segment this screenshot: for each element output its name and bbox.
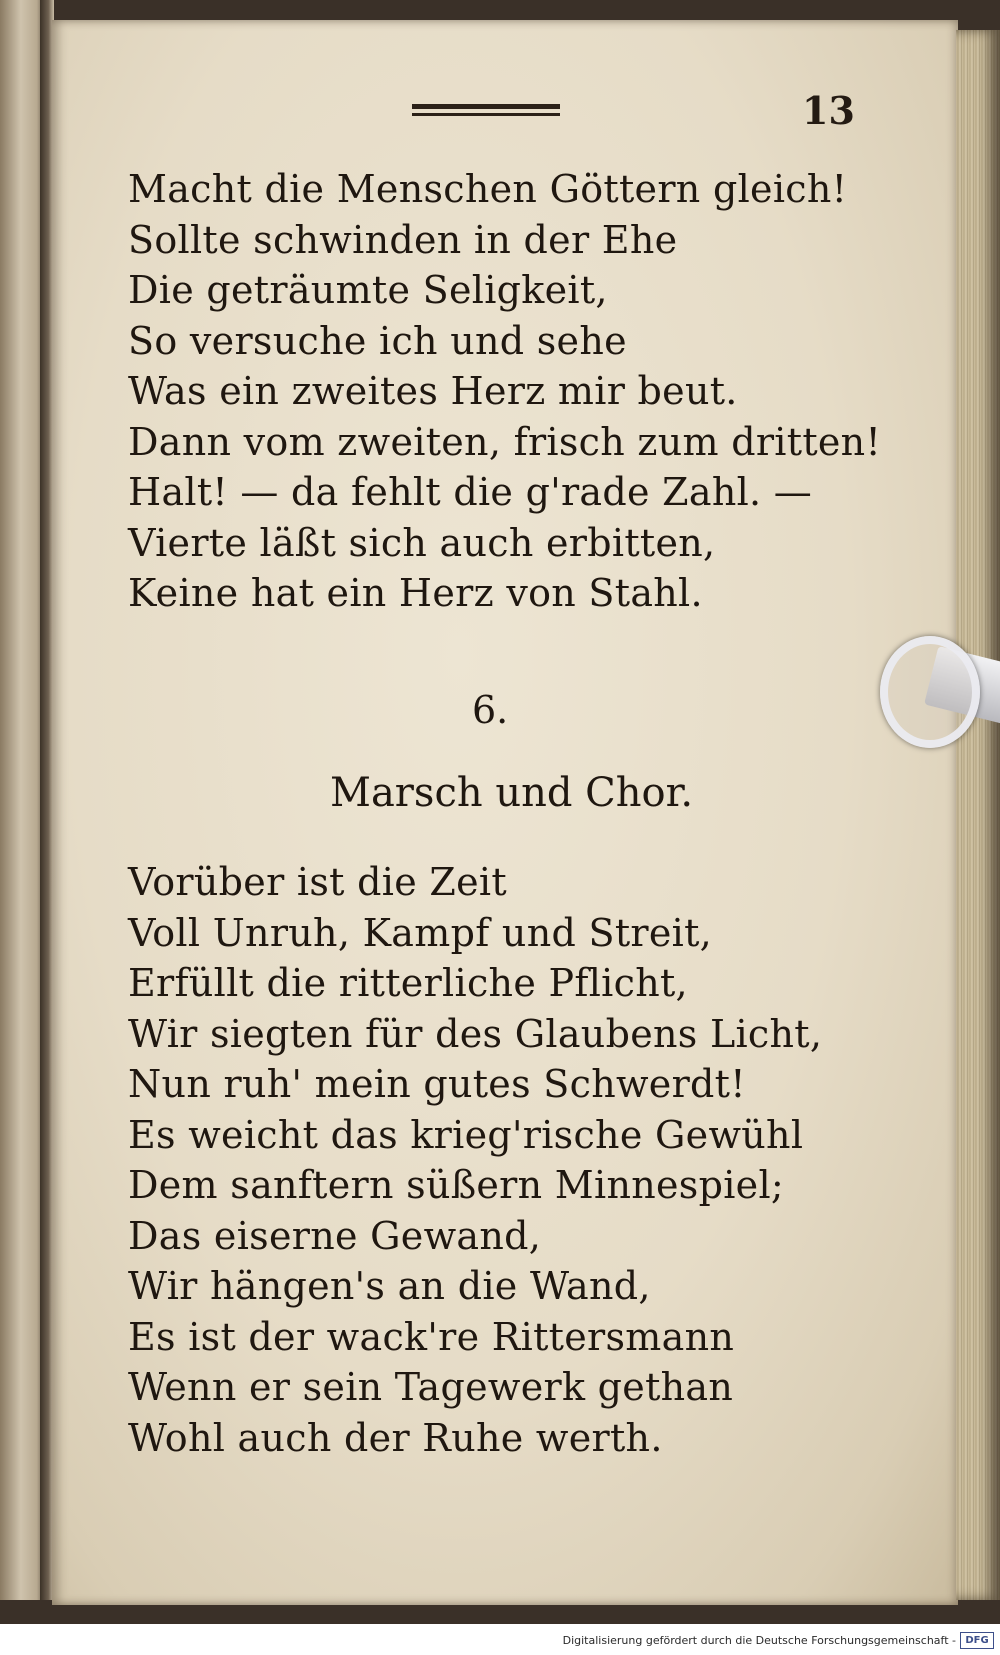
- verse-line: Es ist der wack're Rittersmann: [128, 1314, 735, 1359]
- page-number: 13: [802, 88, 855, 133]
- page-edges: [956, 30, 1000, 1600]
- verse-line: Macht die Menschen Göttern gleich!: [128, 167, 848, 211]
- decorative-rule: [412, 104, 560, 120]
- verse-line: Die geträumte Seligkeit,: [128, 268, 608, 312]
- song-title: Marsch und Chor.: [330, 770, 694, 816]
- verse-line: Keine hat ein Herz von Stahl.: [128, 571, 703, 615]
- verse-line: Erfüllt die ritterliche Pflicht,: [128, 961, 688, 1005]
- digitization-footer: [0, 1624, 1000, 1655]
- verse-line: Wir hängen's an die Wand,: [128, 1264, 651, 1308]
- verse-line: Wenn er sein Tagewerk gethan: [128, 1365, 734, 1409]
- verse-line: Dem sanftern süßern Minnespiel;: [128, 1163, 785, 1207]
- verse-block-1: [128, 164, 881, 619]
- verse-line: So versuche ich und sehe: [128, 318, 627, 363]
- verse-line: Voll Unruh, Kampf und Streit,: [128, 910, 713, 955]
- verse-line: Was ein zweites Herz mir beut.: [128, 369, 738, 413]
- verse-line: Nun ruh' mein gutes Schwerdt!: [128, 1062, 746, 1106]
- credit-text: Digitalisierung gefördert durch die Deutsche Forschungsgemeinschaft -: [562, 1634, 956, 1647]
- verse-line: Wir siegten für des Glaubens Licht,: [128, 1011, 823, 1056]
- verse-line: Es weicht das krieg'rische Gewühl: [128, 1112, 804, 1157]
- verse-line: Halt! — da fehlt die g'rade Zahl. —: [128, 470, 813, 514]
- verse-line: Vierte läßt sich auch erbitten,: [128, 520, 716, 565]
- dfg-logo: DFG: [960, 1632, 994, 1649]
- verse-line: Das eiserne Gewand,: [128, 1213, 542, 1258]
- song-number: 6.: [472, 688, 509, 732]
- verse-line: Sollte schwinden in der Ehe: [128, 217, 678, 262]
- verse-line: Wohl auch der Ruhe werth.: [128, 1415, 663, 1460]
- bookmark-clip: [880, 636, 1000, 736]
- verse-line: Dann vom zweiten, frisch zum dritten!: [128, 419, 882, 464]
- verse-block-2: [128, 857, 822, 1463]
- verse-line: Vorüber ist die Zeit: [128, 860, 507, 904]
